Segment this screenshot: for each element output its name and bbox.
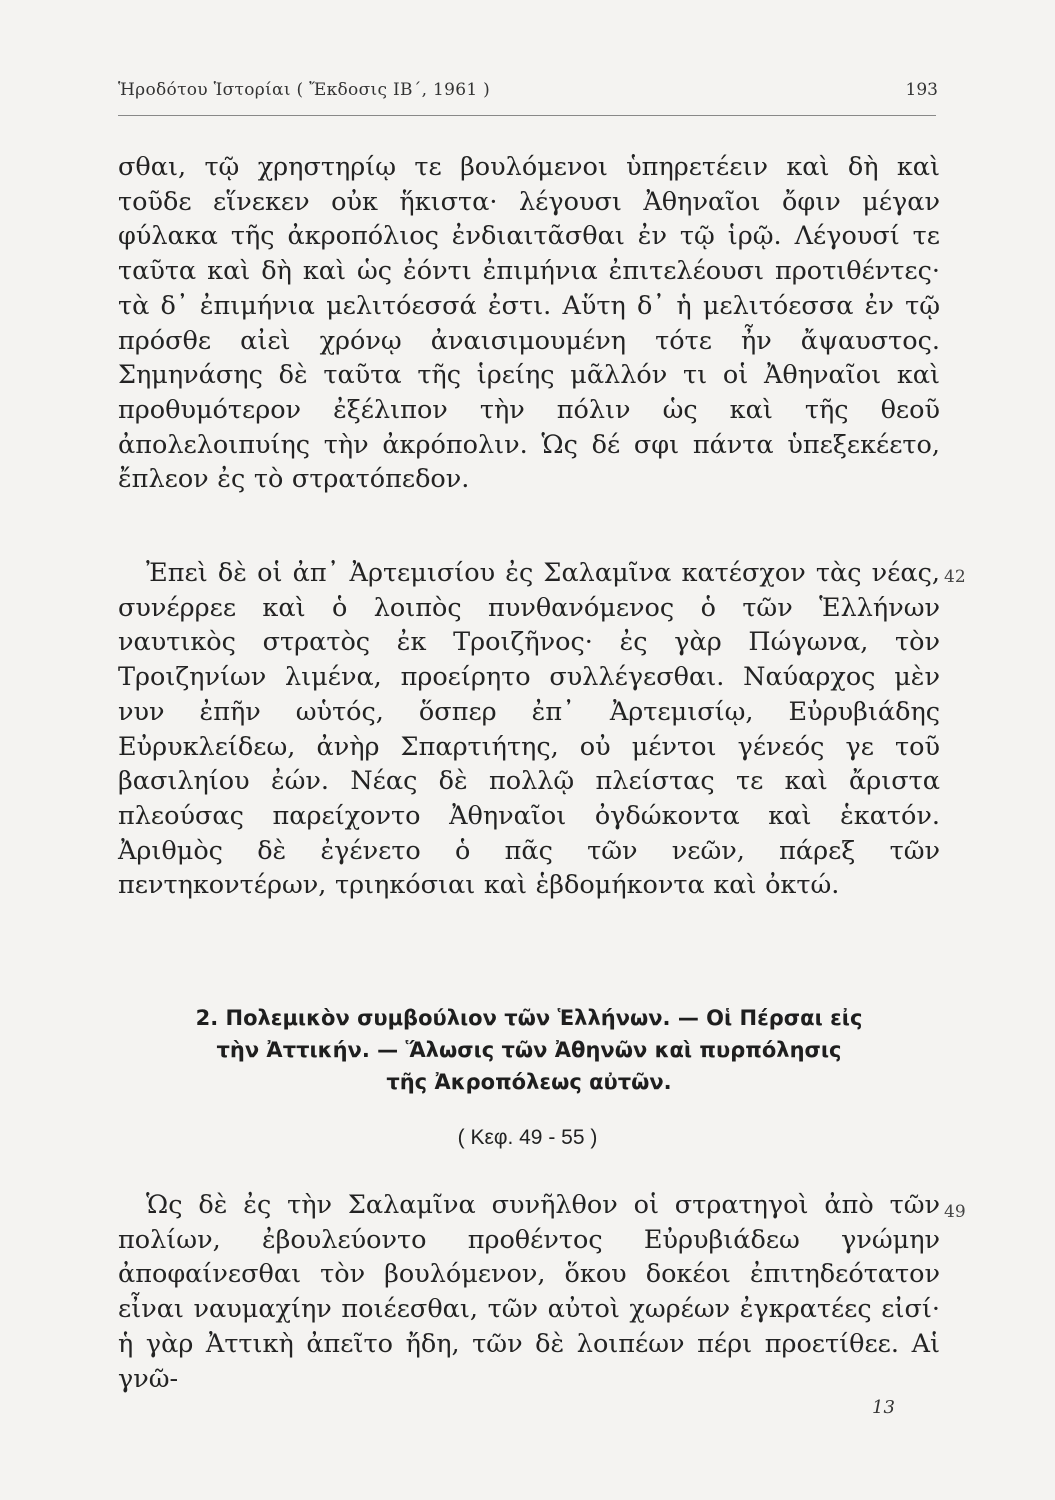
section-heading xyxy=(120,1002,938,1098)
signature-mark: 13 xyxy=(872,1397,895,1418)
section-heading-line-2: τὴν Ἀττικήν. — Ἅλωσις τῶν Ἀθηνῶν καὶ πυρπόλησις xyxy=(216,1038,842,1062)
paragraph-2: Ἐπεὶ δὲ οἱ ἀπ᾽ Ἀρτεμισίου ἐς Σαλαμῖνα κατέσχον τὰς νέας, συνέρρεε καὶ ὁ λοιπὸς πυνθανόμενος ὁ τῶν Ἑλλήνων ναυτικὸς στρατὸς ἐκ Τροιζῆνος· ἐς γὰρ Πώγωνα, τὸν Τροιζηνίων λιμένα, προείρητο συλλέγεσθαι. Ναύαρχος μὲν νυν ἐπῆν ωὑτός, ὅσπερ ἐπ᾽ Ἀρτεμισίῳ, Εὐρυβιάδης Εὐρυκλείδεω, ἀνὴρ Σπαρτιήτης, οὐ μέντοι γένεός γε τοῦ βασιληίου ἐών. Νέας δὲ πολλῷ πλείστας τε καὶ ἄριστα πλεούσας παρείχοντο Ἀθηναῖοι ὀγδώκοντα καὶ ἑκατόν. Ἀριθμὸς δὲ ἐγένετο ὁ πᾶς τῶν νεῶν, πάρεξ τῶν πεντηκοντέρων, τριηκόσιαι καὶ ἑβδομήκοντα καὶ ὀκτώ. xyxy=(118,558,940,901)
header-title: Ἡροδότου Ἱστορίαι ( Ἔκδοσις ΙΒ΄, 1961 ) xyxy=(118,80,491,100)
section-heading-line-3: τῆς Ἀκροπόλεως αὐτῶν. xyxy=(386,1070,672,1094)
chapter-reference: ( Κεφ. 49 - 55 ) xyxy=(457,1126,598,1149)
header-rule xyxy=(118,115,936,116)
paragraph-3: Ὡς δὲ ἐς τὴν Σαλαμῖνα συνῆλθον οἱ στρατηγοὶ ἀπὸ τῶν πολίων, ἐβουλεύοντο προθέντος Εὐρυβιάδεω γνώμην ἀποφαίνεσθαι τὸν βουλόμενον, ὅκου δοκέοι ἐπιτηδεότατον εἶναι ναυμαχίην ποιέεσθαι, τῶν αὐτοὶ χωρέων ἐγκρατέες εἰσί· ἡ γὰρ Ἀττικὴ ἀπεῖτο ἤδη, τῶν δὲ λοιπέων πέρι προετίθεε. Αἱ γνῶ- xyxy=(118,1190,940,1394)
paragraph-1: σθαι, τῷ χρηστηρίῳ τε βουλόμενοι ὑπηρετέειν καὶ δὴ καὶ τοῦδε εἵνεκεν οὐκ ἥκιστα· λέγουσι Ἀθηναῖοι ὄφιν μέγαν φύλακα τῆς ἀκροπόλιος ἐνδιαιτᾶσθαι ἐν τῷ ἱρῷ. Λέγουσί τε ταῦτα καὶ δὴ καὶ ὡς ἐόντι ἐπιμήνια ἐπιτελέουσι προτιθέντες· τὰ δ᾽ ἐπιμήνια μελιτόεσσά ἐστι. Αὕτη δ᾽ ἡ μελιτόεσσα ἐν τῷ πρόσθε αἰεὶ χρόνῳ ἀναισιμουμένη τότε ἦν ἄψαυστος. Σημηνάσης δὲ ταῦτα τῆς ἱρείης μᾶλλόν τι οἱ Ἀθηναῖοι καὶ προθυμότερον ἐξέλιπον τὴν πόλιν ὡς καὶ τῆς θεοῦ ἀπολελοιπυίης τὴν ἀκρόπολιν. Ὡς δέ σφι πάντα ὑπεξεκέετο, ἔπλεον ἐς τὸ στρατόπεδον. xyxy=(118,152,940,495)
section-heading-line-1: 2. Πολεμικὸν συμβούλιον τῶν Ἑλλήνων. — Οἱ Πέρσαι εἰς xyxy=(195,1006,863,1030)
margin-number-42: 42 xyxy=(944,567,966,587)
margin-number-49: 49 xyxy=(944,1202,966,1222)
page-number: 193 xyxy=(905,80,938,100)
